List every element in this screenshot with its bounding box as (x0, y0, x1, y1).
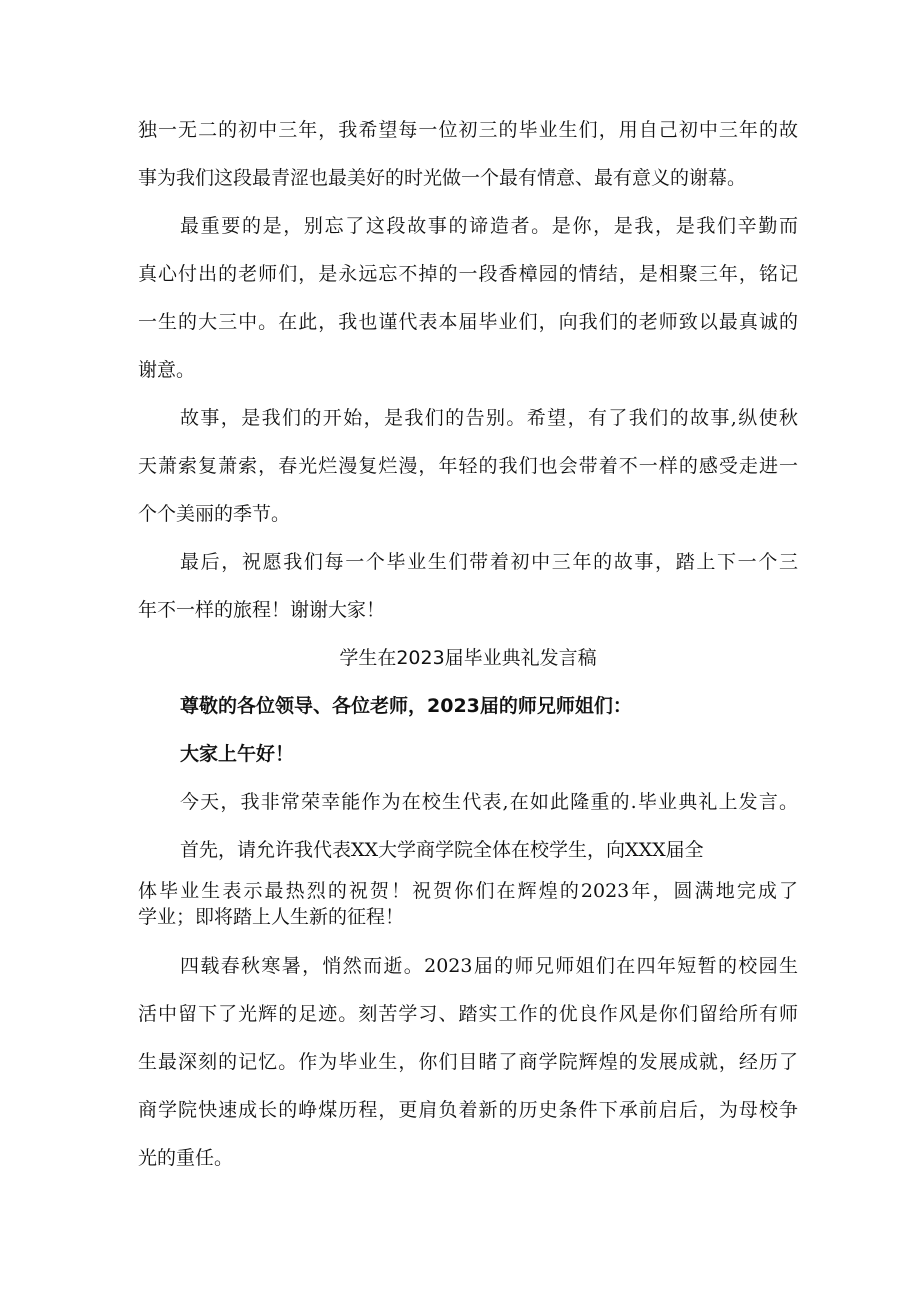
paragraph-line: 首先，请允许我代表XX大学商学院全体在校学生，向XXX届全 (180, 839, 704, 861)
paragraph-line: 生最深刻的记忆。作为毕业生，你们目睹了商学院辉煌的发展成就，经历了 (138, 1051, 798, 1073)
paragraph-line: 最重要的是，别忘了这段故事的谛造者。是你，是我，是我们辛勤而 (180, 215, 798, 237)
paragraph-line: 学业；即将踏上人生新的征程！ (138, 906, 405, 928)
paragraph-line: 独一无二的初中三年，我希望每一位初三的毕业生们，用自己初中三年的故 (138, 119, 798, 141)
paragraph-line: 商学院快速成长的峥煤历程，更肩负着新的历史条件下承前启后，为母校争 (138, 1099, 798, 1121)
paragraph-line: 年不一样的旅程！谢谢大家！ (138, 599, 386, 621)
paragraph-line: 谢意。 (138, 359, 196, 381)
paragraph-line: 四载春秋寒暑，悄然而逝。2023届的师兄师姐们在四年短暂的校园生 (180, 955, 798, 977)
paragraph-line: 今天，我非常荣幸能作为在校生代表,在如此隆重的.毕业典礼上发言。 (180, 791, 798, 813)
paragraph-line: 个个美丽的季节。 (138, 503, 291, 525)
paragraph-line: 真心付出的老师们，是永远忘不掉的一段香樟园的情结，是相聚三年，铭记 (138, 263, 798, 285)
paragraph-line: 最后，祝愿我们每一个毕业生们带着初中三年的故事，踏上下一个三 (180, 551, 798, 573)
paragraph-line: 活中留下了光辉的足迹。刻苦学习、踏实工作的优良作风是你们留给所有师 (138, 1003, 798, 1025)
paragraph-line: 天萧索复萧索，春光烂漫复烂漫，年轻的我们也会带着不一样的感受走进一 (138, 455, 798, 477)
paragraph-line: 事为我们这段最青涩也最美好的时光做一个最有情意、最有意义的谢幕。 (138, 167, 747, 189)
paragraph-line: 光的重任。 (138, 1147, 234, 1169)
document-title: 学生在2023届毕业典礼发言稿 (339, 647, 597, 669)
paragraph-line: 故事，是我们的开始，是我们的告别。希望，有了我们的故事,纵使秋 (180, 407, 798, 429)
paragraph-line: 体毕业生表示最热烈的祝贺！祝贺你们在辉煌的2023年，圆满地完成了 (138, 880, 798, 902)
greeting: 大家上午好！ (180, 743, 295, 765)
salutation: 尊敬的各位领导、各位老师，2023届的师兄师姐们： (180, 695, 632, 717)
paragraph-line: 一生的大三中。在此，我也谨代表本届毕业们，向我们的老师致以最真诚的 (138, 311, 798, 333)
